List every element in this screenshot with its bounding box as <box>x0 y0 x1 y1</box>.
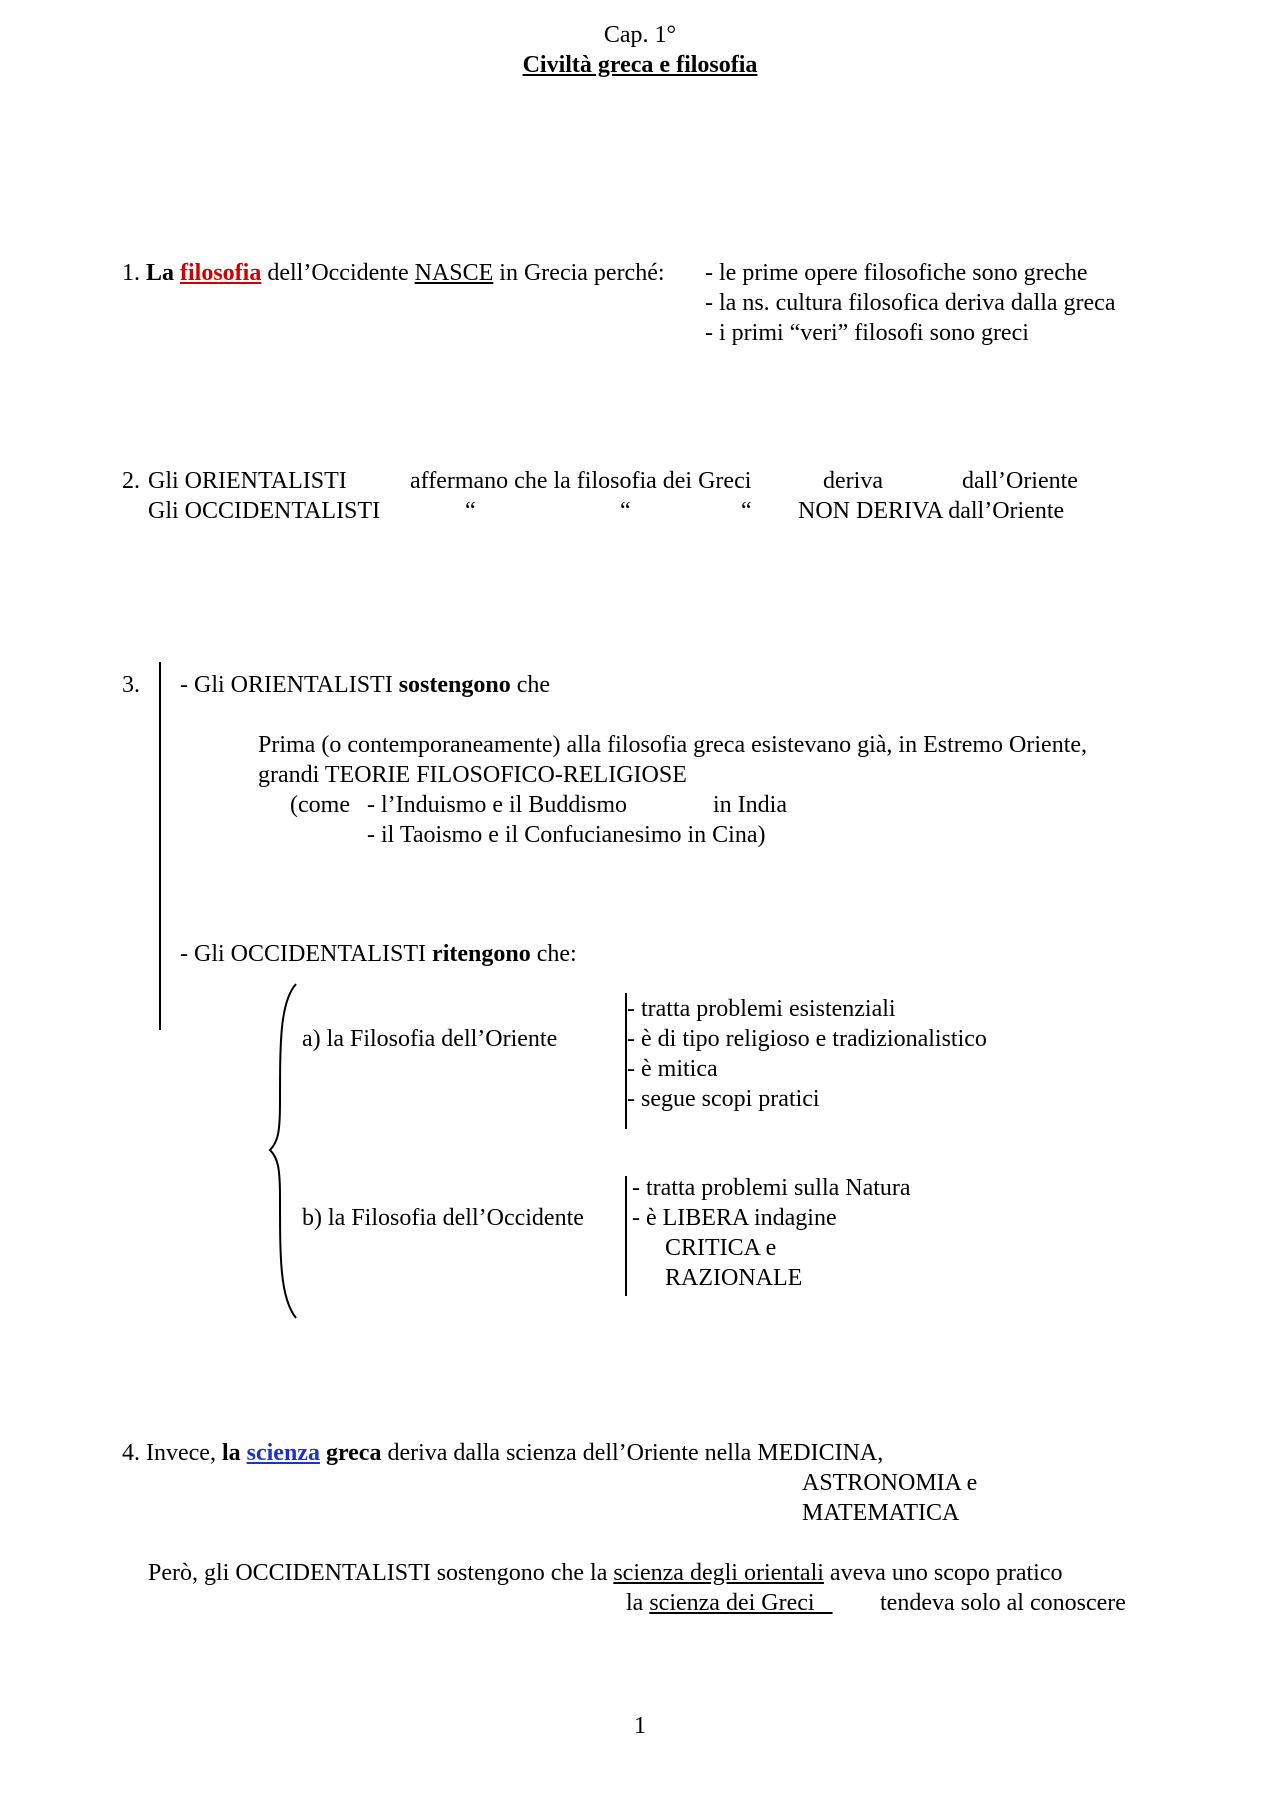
section-4-pre: Invece, <box>146 1440 216 1466</box>
section-1-number: 1. <box>122 260 140 286</box>
occidentalisti-label: - Gli OCCIDENTALISTI <box>180 941 427 967</box>
greci-line <box>626 1588 833 1618</box>
section-1-mid: dell’Occidente <box>267 260 409 286</box>
option-b-item: CRITICA e <box>665 1235 777 1261</box>
orientalisti-paragraph-line: Prima (o contemporaneamente) alla filosofia greca esistevano già, in Estremo Oriente, <box>258 732 1088 758</box>
section-2-row2-subject: Gli OCCIDENTALISTI <box>148 498 381 524</box>
page-title: Civiltà greca e filosofia <box>522 52 758 78</box>
examples-come: (come <box>290 792 350 818</box>
ditto-mark: “ <box>741 498 752 524</box>
option-a-item: - è di tipo religioso e tradizionalistico <box>627 1026 987 1052</box>
section-3-vertical-line <box>159 662 161 1030</box>
section-2-row1-verb: affermano che la filosofia dei Greci <box>410 468 752 494</box>
option-b-label: b) la Filosofia dell’Occidente <box>302 1205 584 1231</box>
section-3-number: 3. <box>122 672 140 698</box>
greci-tail: tendeva solo al conoscere <box>880 1590 1126 1616</box>
occidentalisti-verb: ritengono <box>432 941 531 967</box>
orientalisti-paragraph-line: grandi TEORIE FILOSOFICO-RELIGIOSE <box>258 762 687 788</box>
occidentalisti-line <box>180 939 577 969</box>
option-b-bracket-line <box>625 1176 627 1296</box>
section-4-tail: deriva dalla scienza dell’Oriente nella MEDICINA, <box>387 1440 884 1466</box>
section-2-row2-conclusion: NON DERIVA dall’Oriente <box>798 498 1065 524</box>
section-2-row1-deriva: deriva <box>823 468 883 494</box>
section-1-tail: in Grecia perché: <box>499 260 665 286</box>
section-2-number: 2. <box>122 468 140 494</box>
keyword-scienza: scienza <box>246 1440 320 1466</box>
chapter-label: Cap. 1° <box>603 22 677 48</box>
section-4-line <box>122 1438 883 1468</box>
ditto-mark: “ <box>465 498 476 524</box>
pero-text: Però, gli OCCIDENTALISTI sostengono che la <box>148 1560 608 1586</box>
option-b-item: - tratta problemi sulla Natura <box>632 1175 911 1201</box>
section-1-la: La <box>146 260 175 286</box>
orientalisti-che: che <box>516 672 551 698</box>
ditto-mark: “ <box>620 498 631 524</box>
option-a-item: - tratta problemi esistenziali <box>627 996 896 1022</box>
example-induismo: - l’Induismo e il Buddismo <box>367 792 627 818</box>
page-number: 1 <box>634 1713 646 1739</box>
pero-tail: aveva uno scopo pratico <box>829 1560 1063 1586</box>
option-a-label: a) la Filosofia dell’Oriente <box>302 1026 558 1052</box>
section-2-row1-subject: Gli ORIENTALISTI <box>148 468 347 494</box>
section-4-la: la <box>221 1440 241 1466</box>
orientalisti-label: - Gli ORIENTALISTI <box>180 672 393 698</box>
section-1-item: - i primi “veri” filosofi sono greci <box>705 320 1029 346</box>
section-1-line <box>122 258 665 288</box>
example-india: in India <box>713 792 787 818</box>
scienza-greci: scienza dei Greci <box>649 1590 833 1616</box>
orientalisti-line <box>180 670 550 700</box>
example-taoismo: - il Taoismo e il Confucianesimo in Cina) <box>367 822 766 848</box>
keyword-filosofia: filosofia <box>180 260 262 286</box>
occidentalisti-che: che: <box>536 941 577 967</box>
section-2-row1-oriente: dall’Oriente <box>962 468 1078 494</box>
section-1-item: - le prime opere filosofiche sono greche <box>705 260 1088 286</box>
section-1-item: - la ns. cultura filosofica deriva dalla greca <box>705 290 1116 316</box>
option-b-item: - è LIBERA indagine <box>632 1205 837 1231</box>
orientalisti-verb: sostengono <box>398 672 511 698</box>
scienza-orientali: scienza degli orientali <box>613 1560 824 1586</box>
pero-line <box>148 1558 1063 1588</box>
greci-la: la <box>626 1590 644 1616</box>
option-b-item: RAZIONALE <box>665 1265 803 1291</box>
section-4-greca: greca <box>325 1440 382 1466</box>
option-a-item: - segue scopi pratici <box>627 1086 820 1112</box>
section-4-continuation: MATEMATICA <box>802 1500 960 1526</box>
section-4-continuation: ASTRONOMIA e <box>802 1470 978 1496</box>
option-a-item: - è mitica <box>627 1056 718 1082</box>
keyword-nasce: NASCE <box>414 260 494 286</box>
section-4-number: 4. <box>122 1440 140 1466</box>
